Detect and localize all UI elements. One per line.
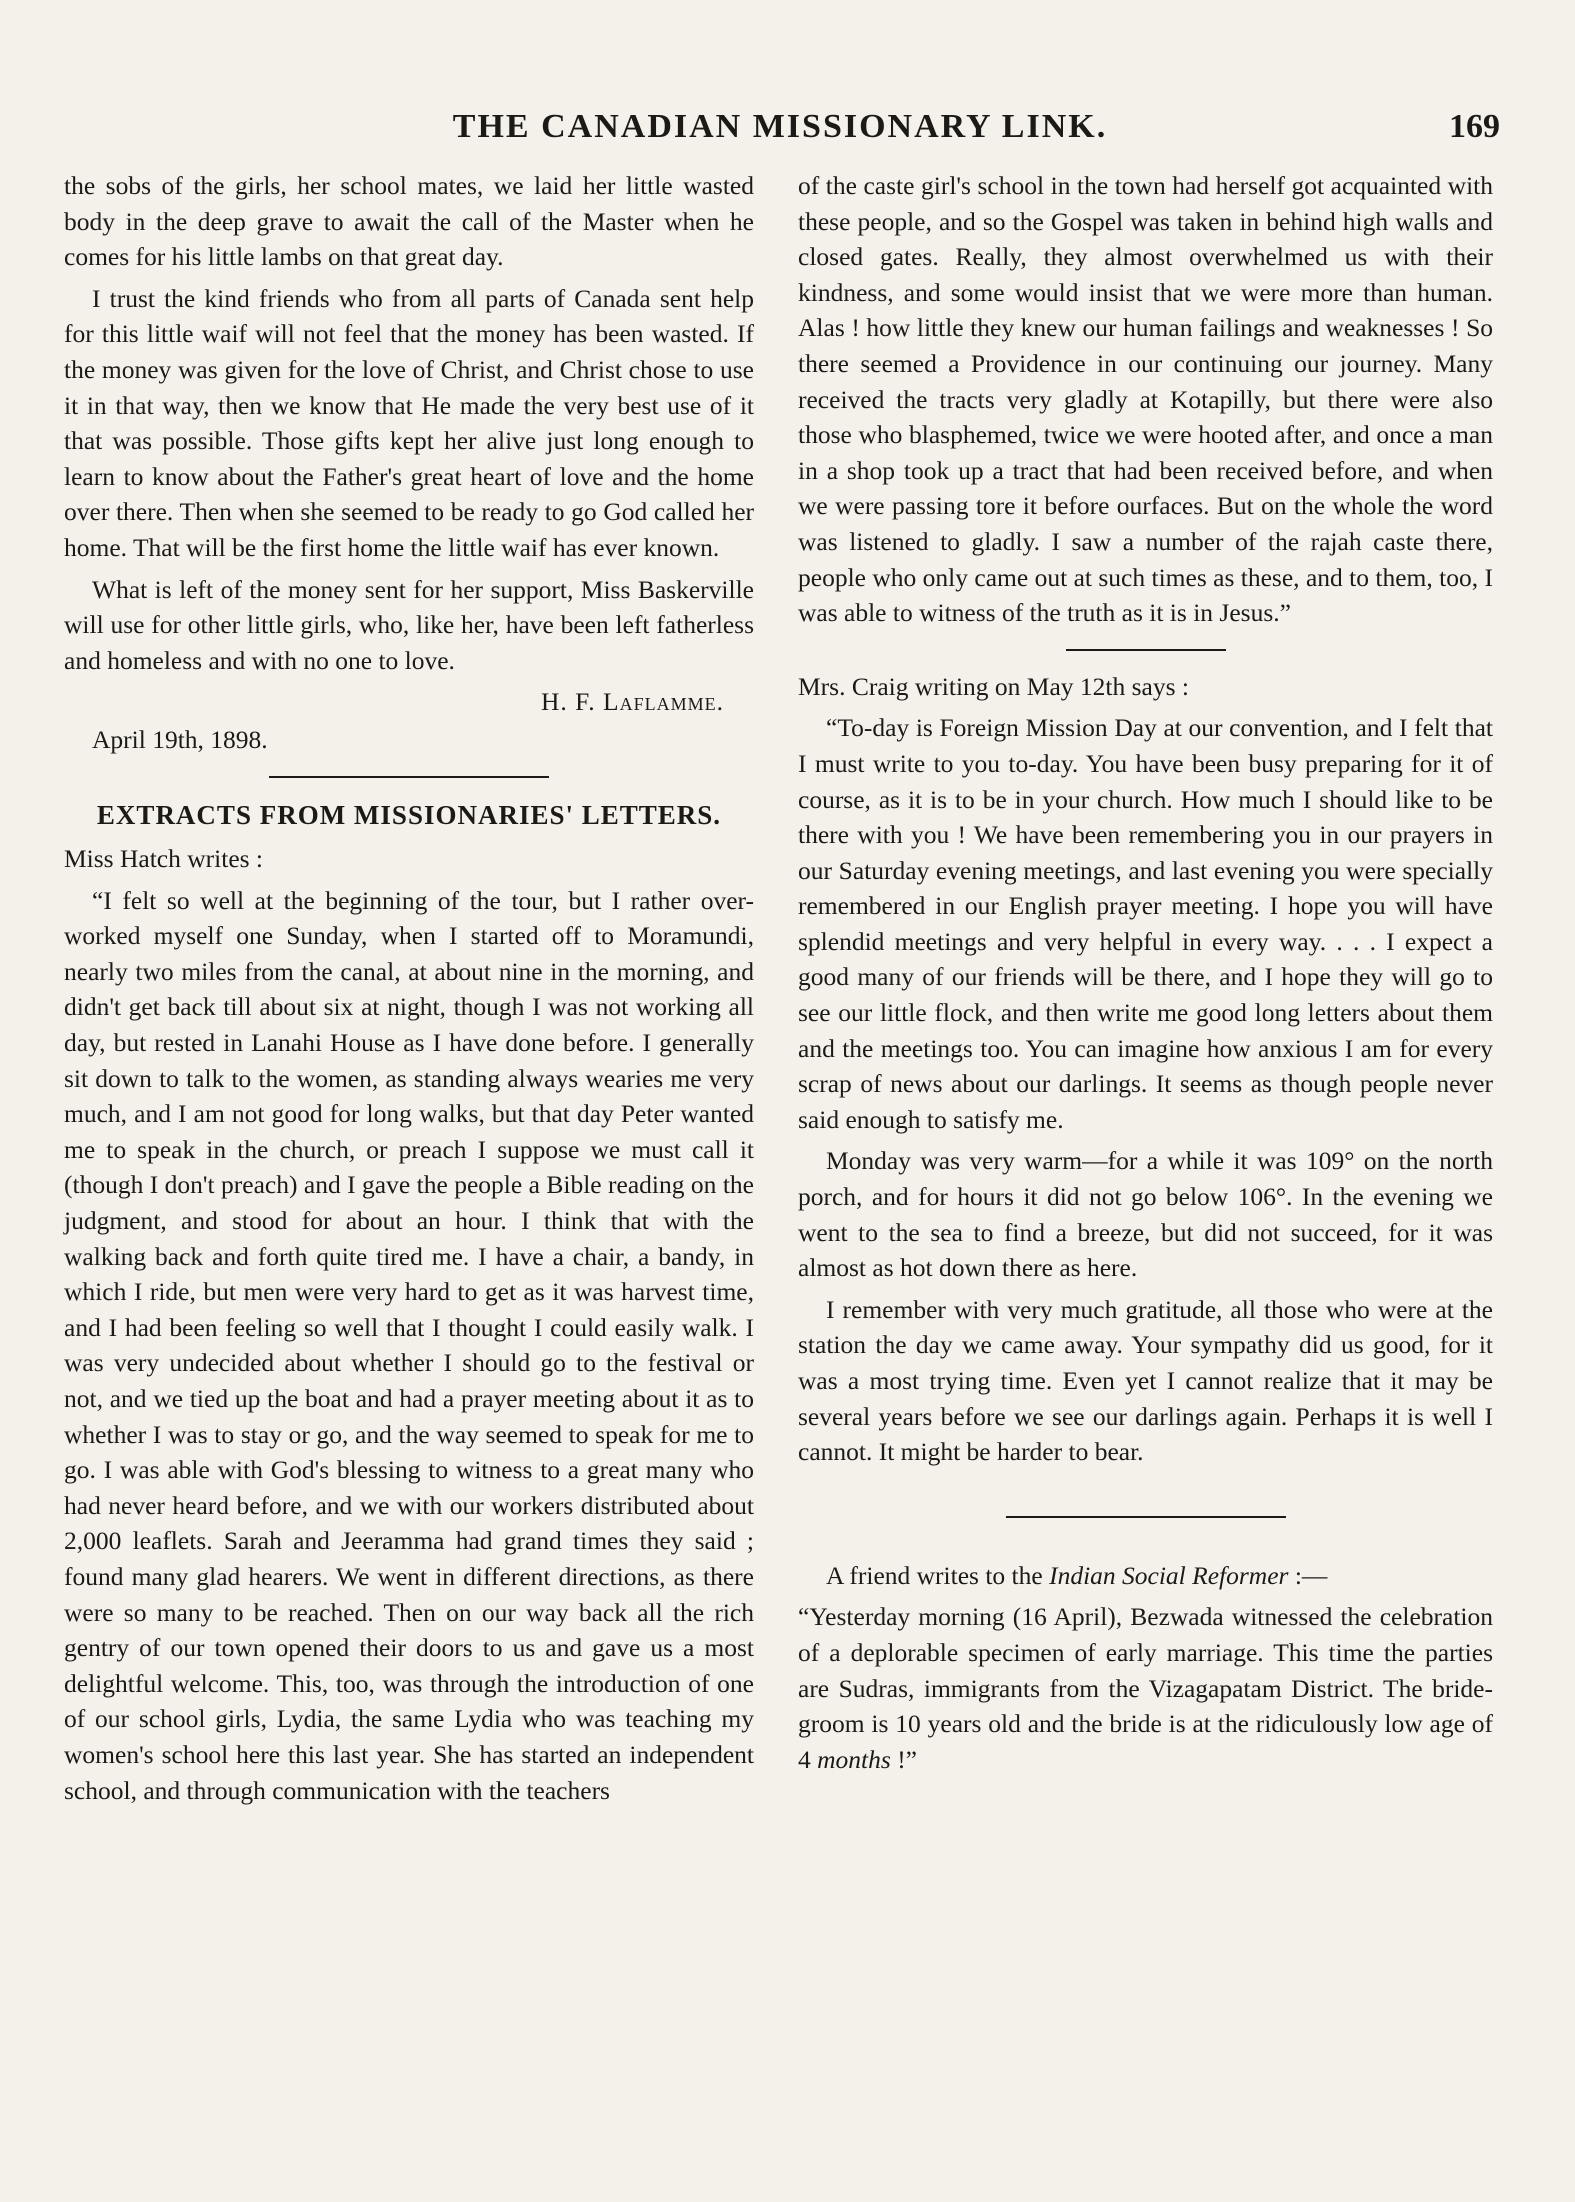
section-divider xyxy=(1066,649,1226,651)
text-run: :— xyxy=(1288,1560,1328,1590)
paragraph: “To-day is Foreign Mission Day at our convention, and I felt that I must write to you to-day. You have been busy preparing for it of course, as it is to be in your church. How much I should like to be there with you ! We have been remembering you in our prayers in our Saturday evening meetings, and last evening you were specially remembered in our English prayer meeting. I hope you will have splendid meetings and very helpful in every way. . . . I expect a good many of our friends will be there, and I hope they will go to see our little flock, and then write me good long letters about them and the meetings too. You can imagine how anxious I am for every scrap of news about our darlings. It seems as though people never said enough to satisfy me. xyxy=(798,713,1493,1134)
section-divider xyxy=(269,776,549,778)
emphasis: months xyxy=(817,1744,891,1774)
letter-intro: Miss Hatch writes : xyxy=(64,844,264,874)
paragraph: the sobs of the girls, her school mates, we laid her little wasted body in the deep grave to await the call of the Master when he comes for his little lambs on that great day. xyxy=(64,171,754,272)
publication-name: Indian Social Reformer xyxy=(1049,1560,1289,1590)
paragraph: I remember with very much gratitude, all those who were at the station the day we came away. Your sympathy did us good, for it was a most trying time. Even yet I cannot realize that it may be several years before we see our darlings again. Perhaps it is well I cannot. It might be harder to bear. xyxy=(798,1294,1493,1467)
paragraph: Monday was very warm—for a while it was 109° on the north porch, and for hours it did not go below 106°. In the evening we went to the sea to find a breeze, but did not succeed, for it was almost as hot down there as here. xyxy=(798,1146,1493,1283)
paragraph: of the caste girl's school in the town had herself got acquainted with these people, and so the Gospel was taken in behind high walls and closed gates. Really, they almost overwhelmed us with their kindness, and some would insist that we were more than human. Alas ! how little they knew our human failings and weaknesses ! So there seemed a Providence in our continuing our journey. Many received the tracts very gladly at Kotapilly, but there were also those who blasphemed, twice we were hooted after, and once a man in a shop took up a tract that had been received before, and when we were passing tore it before ourfaces. But on the whole the word was listened to gladly. I saw a number of the rajah caste there, people who only came out at such times as these, and to them, too, I was able to witness of the truth as it is in Jesus.” xyxy=(798,171,1493,628)
spacer xyxy=(798,1536,1493,1558)
paragraph xyxy=(798,1558,1493,1594)
text-run: A friend writes to the xyxy=(826,1560,1050,1590)
spacer xyxy=(798,1476,1493,1498)
paragraph xyxy=(798,1599,1493,1777)
section-divider xyxy=(1006,1516,1286,1518)
paragraph: “I felt so well at the beginning of the tour, but I rather over-worked myself one Sunday, when I started off to Moramundi, nearly two miles from the canal, at about nine in the morning, and didn't get back till about six at night, though I was not working all day, but rested in Lanahi House as I have done before. I generally sit down to talk to the women, as standing always wearies me very much, and I am not good for long walks, but that day Peter wanted me to speak in the church, or preach I suppose we must call it (though I don't preach) and I gave the people a Bible reading on the judgment, and stood for about an hour. I think that with the walking back and forth quite tired me. I have a chair, a bandy, in which I ride, but men were very hard to get as it was harvest time, and I had been feeling so well that I thought I could easily walk. I was very undecided about whether I should go to the festival or not, and we tied up the boat and had a prayer meeting about it as to whether I was to stay or go, and the way seemed to speak for me to go. I was able with God's blessing to witness to a great many who had never heard before, and we with our workers distributed about 2,000 leaflets. Sarah and Jeeramma had grand times they said ; found many glad hearers. We went in different directions, as there were so many to be reached. Then on our way back all the rich gentry of our town opened their doors to us and gave us a most delightful welcome. This, too, was through the introduction of one of our school girls, Lydia, the same Lydia who was teaching my women's school here this last year. She has started an independent school, and through communication with the teachers xyxy=(64,885,754,1805)
paragraph: I trust the kind friends who from all parts of Canada sent help for this little waif will not feel that the money has been wasted. If the money was given for the love of Christ, and Christ chose to use it in that way, then we know that He made the very best use of it that was possible. Those gifts kept her alive just long enough to learn to know about the Father's great heart of love and the home over there. Then when she seemed to be ready to go God called her home. That will be the first home the little waif has ever known. xyxy=(64,283,754,562)
text-run: !” xyxy=(890,1744,917,1774)
publication-title: THE CANADIAN MISSIONARY LINK. xyxy=(452,108,1108,145)
page-header xyxy=(60,108,1500,158)
section-heading: EXTRACTS FROM MISSIONARIES' LETTERS. xyxy=(96,799,722,830)
letter-intro: Mrs. Craig writing on May 12th says : xyxy=(798,671,1189,701)
letter-date: April 19th, 1898. xyxy=(92,724,268,754)
signature: H. F. Laflamme. xyxy=(540,687,724,717)
right-column xyxy=(798,168,1493,1783)
left-column xyxy=(64,168,754,1814)
paragraph: What is left of the money sent for her support, Miss Baskerville will use for other little girls, who, like her, have been left fatherless and homeless and with no one to love. xyxy=(64,574,754,675)
page-number: 169 xyxy=(1449,108,1500,145)
text-run: “Yesterday morning (16 April), Bezwada witnessed the celebration of a deplorable specimen of early marriage. This time the parties are Sudras, immigrants from the Vizagapatam District. The bride-groom is 10 years old and the bride is at the ridiculously low age of 4 xyxy=(798,1602,1493,1774)
